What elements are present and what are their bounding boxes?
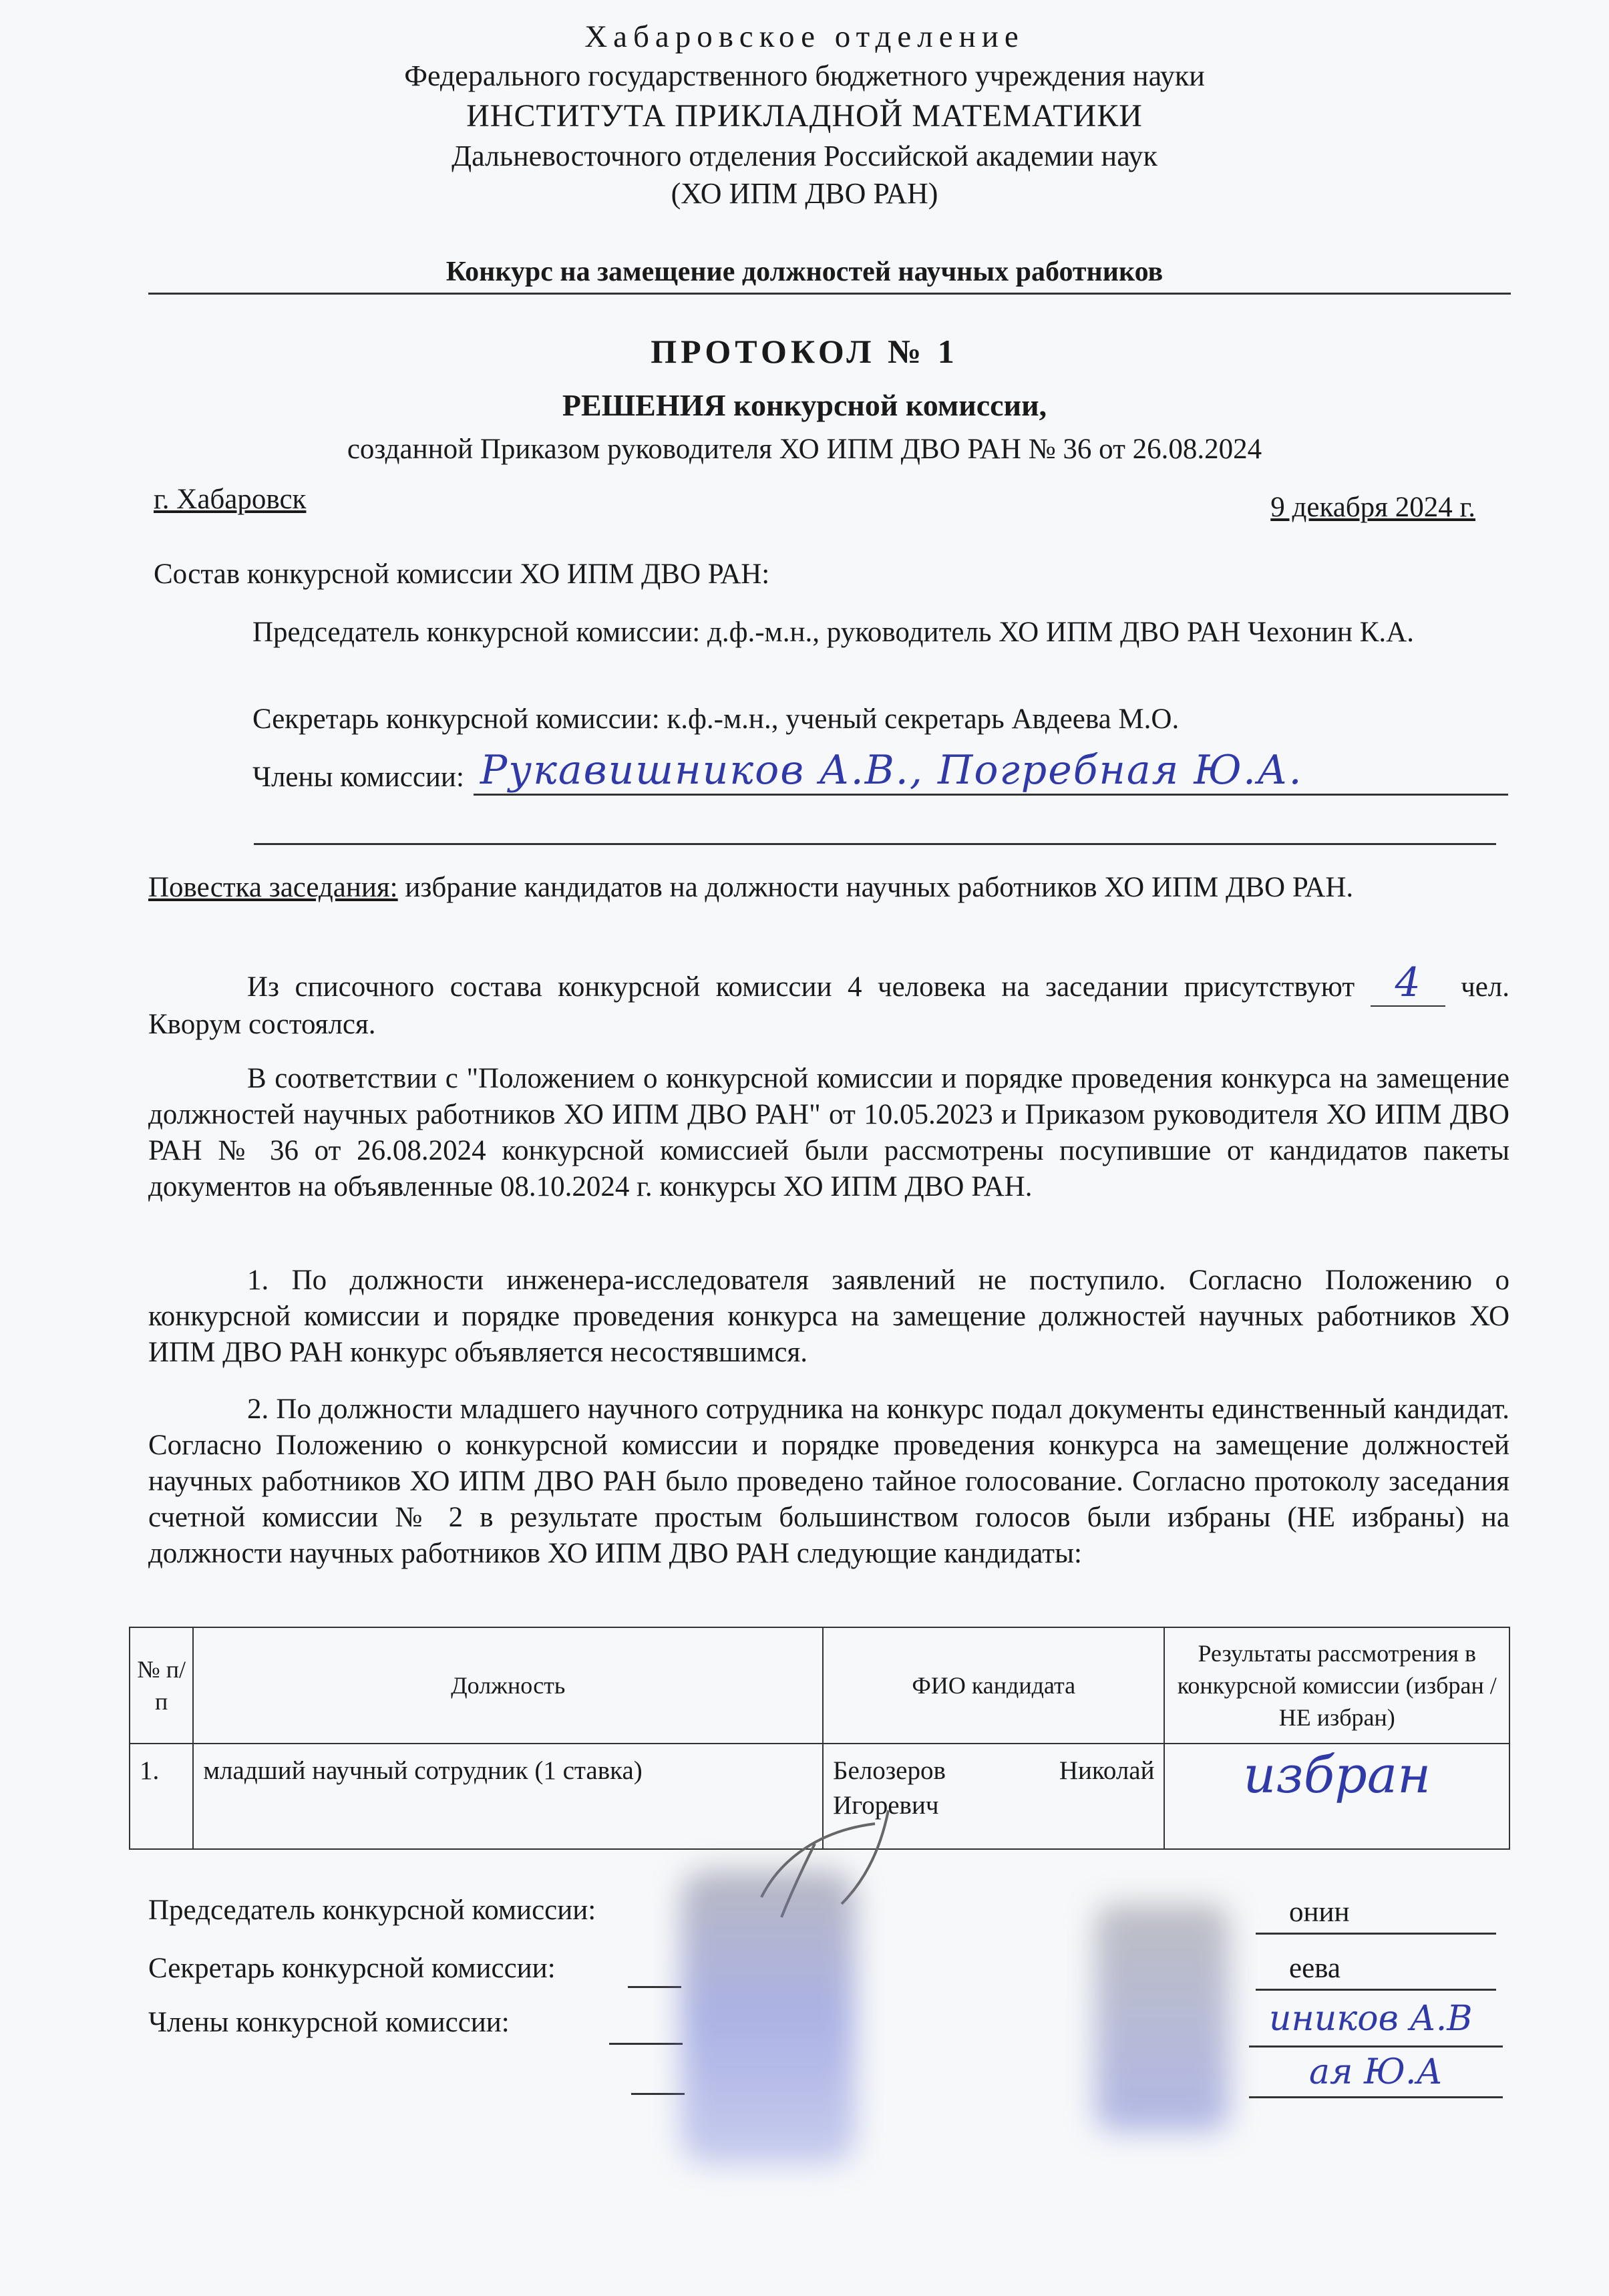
header-number: № п/п xyxy=(130,1627,193,1744)
item2-paragraph: 2. По должности младшего научного сотрудника на конкурс подал документы единственный кандидат. Согласно Положению о конкурсной комиссии и порядке проведения конкурса на замещение должностей научных работников ХО ИПМ ДВО РАН было проведено тайное голосование. Согласно протоколу заседания счетной комиссии № 2 в результате простым большинством голосов были избраны (НЕ избраны) на должности научных работников ХО ИПМ ДВО РАН следующие кандидаты: xyxy=(148,1393,1509,1569)
sig-secretary-line-left xyxy=(628,1986,681,1988)
candidate-patronymic: Игоревич xyxy=(833,1791,939,1820)
header-result: Результаты рассмотрения в конкурсной комиссии (избран / НЕ избран) xyxy=(1164,1627,1509,1744)
quorum-text-before: Из списочного состава конкурсной комиссии 4 человека на заседании присутствуют xyxy=(247,971,1355,1003)
sig-member1-line-left xyxy=(609,2043,683,2045)
place: г. Хабаровск xyxy=(154,484,307,515)
redacted-signatures-left xyxy=(681,1870,855,2164)
header-institute-name: ИНСТИТУТА ПРИКЛАДНОЙ МАТЕМАТИКИ xyxy=(466,98,1143,134)
agenda xyxy=(148,870,1509,906)
header-divider xyxy=(148,293,1511,295)
sig-member2-line xyxy=(1249,2096,1503,2098)
quorum-present-handwritten: 4 xyxy=(1395,959,1421,1006)
agenda-text: избрание кандидатов на должности научных работников ХО ИПМ ДВО РАН. xyxy=(397,872,1354,903)
row-number: 1. xyxy=(130,1744,193,1849)
agenda-label: Повестка заседания: xyxy=(148,872,398,903)
contest-title: Конкурс на замещение должностей научных работников xyxy=(445,257,1164,287)
members-handwritten: Рукавишников А.В., Погребная Ю.А. xyxy=(474,747,1508,796)
sig-secretary-line xyxy=(1256,1989,1496,1991)
protocol-title: ПРОТОКОЛ № 1 xyxy=(651,333,958,370)
sig-member2-name: ая Ю.А xyxy=(1309,2052,1443,2092)
members-row xyxy=(252,747,1508,796)
header-branch: Хабаровское отделение xyxy=(584,19,1025,54)
members-label: Члены комиссии: xyxy=(252,762,464,793)
decision-title xyxy=(0,387,1609,423)
header-institution-type: Федерального государственного бюджетного учреждения науки xyxy=(404,59,1205,92)
sig-member1-name: иников А.В xyxy=(1269,1999,1473,2039)
created-by-order: созданной Приказом руководителя ХО ИПМ ДВО РАН № 36 от 26.08.2024 xyxy=(347,434,1262,465)
composition-chair: Председатель конкурсной комиссии: д.ф.-м.н., руководитель ХО ИПМ ДВО РАН Чехонин К.А. xyxy=(252,617,1414,648)
basis-paragraph: В соответствии с "Положением о конкурсной комиссии и порядке проведения конкурса на замещение должностей научных работников ХО ИПМ ДВО РАН" от 10.05.2023 и Приказом руководителя ХО ИПМ ДВО РАН № 36 от 26.08.2024 конкурсной комиссией были рассмотрены посупившие от кандидатов пакеты документов на объявленные 08.10.2024 г. конкурсы ХО ИПМ ДВО РАН. xyxy=(148,1063,1509,1202)
result-handwritten: избран xyxy=(1243,1745,1431,1804)
header-abbreviation: (ХО ИПМ ДВО РАН) xyxy=(671,177,938,210)
quorum-text-after: чел. Кворум состоялся. xyxy=(148,971,1510,1040)
header-position: Должность xyxy=(193,1627,823,1744)
sig-secretary-name: еева xyxy=(1289,1953,1340,1984)
composition-heading: Состав конкурсной комиссии ХО ИПМ ДВО РАН: xyxy=(154,558,770,590)
quorum-blank xyxy=(1371,959,1445,1007)
row-position: младший научный сотрудник (1 ставка) xyxy=(193,1744,823,1849)
decision-rest: конкурсной комиссии, xyxy=(725,388,1047,422)
redacted-signatures-right xyxy=(1095,1904,1229,2131)
sig-chair-line xyxy=(1256,1933,1496,1935)
quorum-paragraph xyxy=(148,959,1510,1043)
sig-members-label: Члены конкурсной комиссии: xyxy=(148,2007,510,2038)
candidate-name: Николай xyxy=(1059,1756,1155,1785)
sig-secretary-label: Секретарь конкурсной комиссии: xyxy=(148,1953,556,1984)
sig-chair-name: онин xyxy=(1289,1897,1350,1928)
decision-bold: РЕШЕНИЯ xyxy=(562,388,726,422)
item1-paragraph: 1. По должности инженера-исследователя заявлений не поступило. Согласно Положению о конкурсной комиссии и порядке проведения конкурса на замещение должностей научных работников ХО ИПМ ДВО РАН конкурс объявляется несостявшимся. xyxy=(148,1265,1509,1368)
table-header-row xyxy=(130,1627,1509,1744)
sig-chair-label: Председатель конкурсной комиссии: xyxy=(148,1895,596,1926)
sig-member1-line xyxy=(1249,2045,1503,2047)
date: 9 декабря 2024 г. xyxy=(1270,492,1475,523)
candidate-surname: Белозеров xyxy=(833,1756,946,1785)
row-result xyxy=(1164,1744,1509,1849)
header-candidate: ФИО кандидата xyxy=(823,1627,1164,1744)
blank-line xyxy=(254,843,1496,845)
header-academy: Дальневосточного отделения Российской академии наук xyxy=(452,140,1157,172)
sig-member2-line-left xyxy=(631,2093,685,2095)
composition-secretary: Секретарь конкурсной комиссии: к.ф.-м.н., ученый секретарь Авдеева М.О. xyxy=(252,703,1180,735)
